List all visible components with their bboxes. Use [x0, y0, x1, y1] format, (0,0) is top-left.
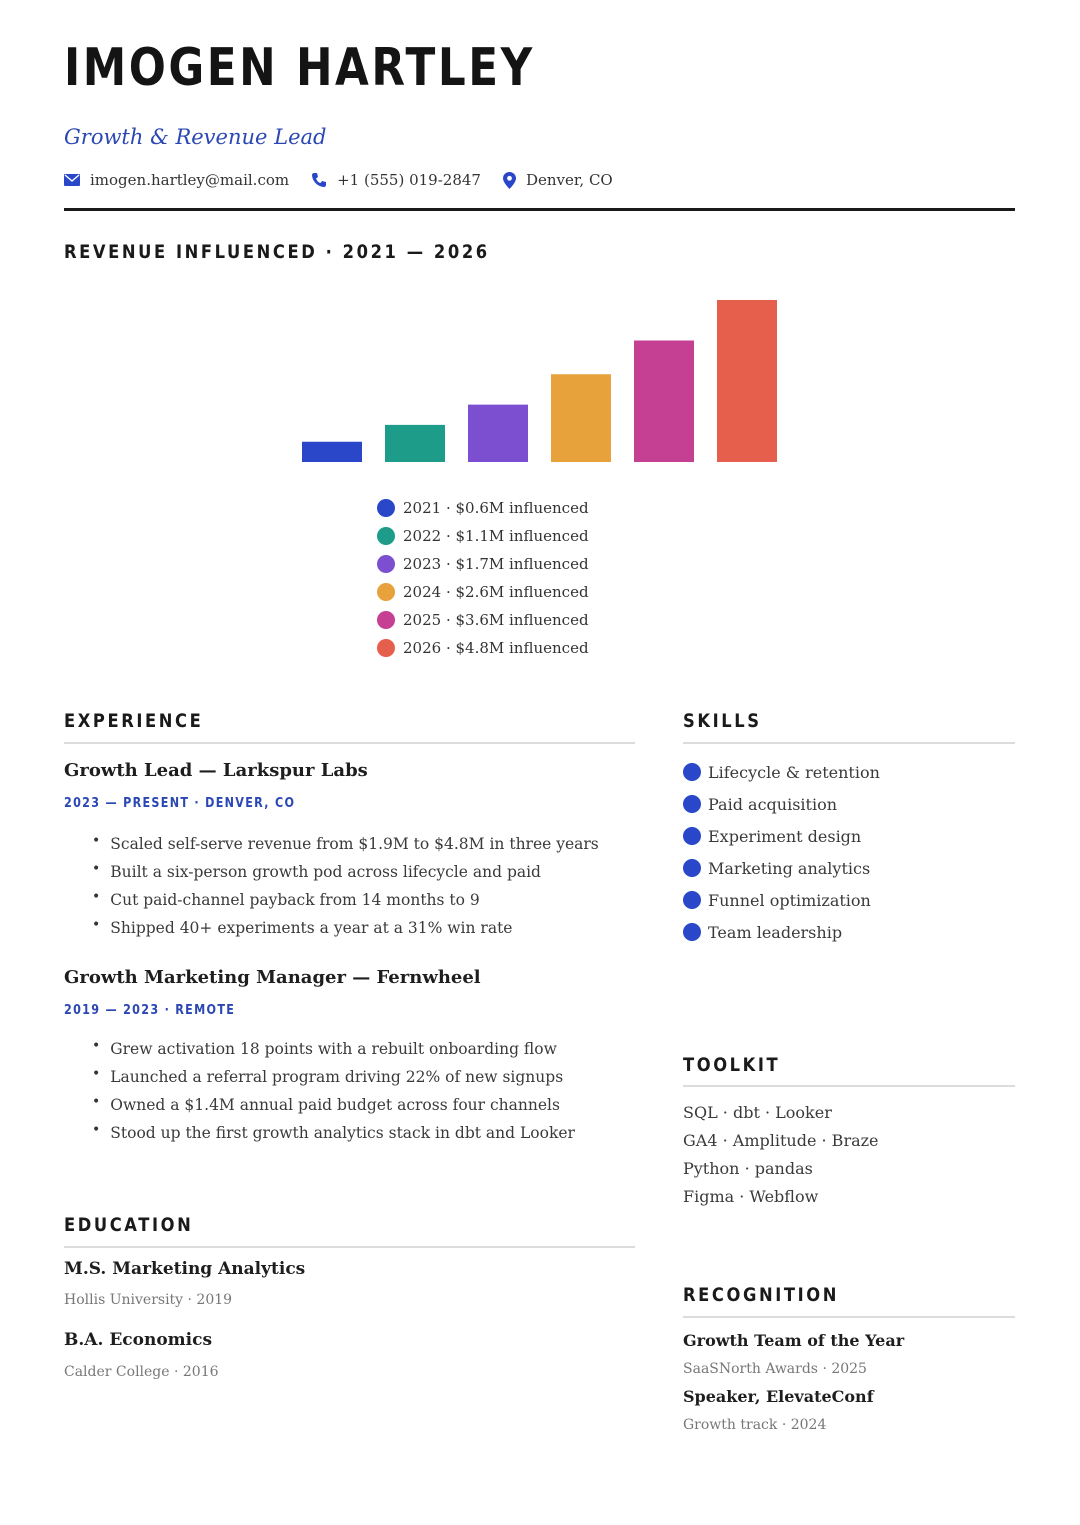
legend-label: 2023 · $1.7M influenced	[403, 555, 589, 573]
job-bullet: • Cut paid-channel payback from 14 months to 9	[92, 886, 599, 914]
toolkit-list	[683, 1098, 879, 1210]
job-bullet: • Launched a referral program driving 22% of new signups	[92, 1063, 575, 1091]
toolkit-divider	[683, 1085, 1015, 1087]
legend-item-2021	[377, 494, 589, 522]
job-title: Growth Marketing Manager — Fernwheel	[64, 967, 481, 988]
toolkit-item: Python · pandas	[683, 1158, 813, 1178]
legend-swatch-icon	[377, 499, 395, 517]
skill-item	[683, 820, 880, 852]
skill-label: Paid acquisition	[708, 794, 838, 814]
bar-2025	[634, 341, 694, 463]
bar-2023	[468, 405, 528, 462]
header-divider	[64, 208, 1015, 211]
chart-legend	[377, 494, 589, 662]
bullet-dot-icon	[683, 891, 701, 909]
skill-label: Lifecycle & retention	[708, 762, 880, 782]
education-school: Calder College · 2016	[64, 1364, 219, 1380]
phone-text: +1 (555) 019-2847	[337, 171, 481, 189]
chart-section-title: REVENUE INFLUENCED · 2021 — 2026	[64, 241, 490, 263]
skills-section-title: SKILLS	[683, 710, 762, 732]
award-source: Growth track · 2024	[683, 1417, 827, 1433]
recognition-section-title: RECOGNITION	[683, 1284, 839, 1306]
map-pin-icon	[503, 172, 516, 189]
candidate-role: Growth & Revenue Lead	[64, 125, 327, 149]
bullet-dot-icon	[683, 923, 701, 941]
legend-swatch-icon	[377, 527, 395, 545]
legend-label: 2025 · $3.6M influenced	[403, 611, 589, 629]
award-title: Growth Team of the Year	[683, 1331, 905, 1350]
education-school: Hollis University · 2019	[64, 1292, 233, 1308]
skill-label: Marketing analytics	[708, 858, 871, 878]
email-text: imogen.hartley@mail.com	[90, 171, 290, 189]
skill-item	[683, 852, 880, 884]
education-section-title: EDUCATION	[64, 1214, 194, 1236]
job-bullet: • Built a six-person growth pod across lifecycle and paid	[92, 858, 599, 886]
toolkit-item: GA4 · Amplitude · Braze	[683, 1130, 879, 1150]
job-bullets	[92, 830, 599, 942]
job-bullet: • Stood up the first growth analytics stack in dbt and Looker	[92, 1119, 575, 1147]
award-source: SaaSNorth Awards · 2025	[683, 1361, 867, 1377]
legend-label: 2022 · $1.1M influenced	[403, 527, 589, 545]
bullet-dot-icon	[683, 827, 701, 845]
job-bullet: • Grew activation 18 points with a rebuilt onboarding flow	[92, 1035, 575, 1063]
bullet-dot-icon	[683, 795, 701, 813]
job-meta: 2023 — PRESENT · DENVER, CO	[64, 796, 296, 811]
education-degree: M.S. Marketing Analytics	[64, 1259, 306, 1279]
revenue-bar-chart	[0, 280, 1080, 470]
skill-label: Experiment design	[708, 826, 862, 846]
bar-2022	[385, 425, 445, 462]
skills-list	[683, 756, 880, 948]
recognition-divider	[683, 1316, 1015, 1318]
bar-2021	[302, 442, 362, 462]
contact-bar	[64, 171, 635, 189]
legend-item-2023	[377, 550, 589, 578]
legend-swatch-icon	[377, 555, 395, 573]
job-bullets	[92, 1035, 575, 1147]
skill-item	[683, 756, 880, 788]
legend-item-2024	[377, 578, 589, 606]
contact-location	[503, 171, 613, 189]
bar-2026	[717, 300, 777, 462]
toolkit-item: Figma · Webflow	[683, 1186, 819, 1206]
skill-item	[683, 916, 880, 948]
skill-label: Team leadership	[708, 922, 843, 942]
skill-item	[683, 788, 880, 820]
legend-label: 2026 · $4.8M influenced	[403, 639, 589, 657]
education-degree: B.A. Economics	[64, 1330, 213, 1350]
experience-divider	[64, 742, 635, 744]
skills-divider	[683, 742, 1015, 744]
bar-2024	[551, 374, 611, 462]
legend-item-2026	[377, 634, 589, 662]
legend-swatch-icon	[377, 639, 395, 657]
envelope-icon	[64, 174, 80, 186]
legend-item-2022	[377, 522, 589, 550]
phone-icon	[311, 172, 327, 188]
bullet-dot-icon	[683, 859, 701, 877]
contact-email[interactable]	[64, 171, 289, 189]
legend-label: 2021 · $0.6M influenced	[403, 499, 589, 517]
skill-item	[683, 884, 880, 916]
job-bullet: • Scaled self-serve revenue from $1.9M to $4.8M in three years	[92, 830, 599, 858]
skill-label: Funnel optimization	[708, 890, 871, 910]
bullet-dot-icon	[683, 763, 701, 781]
job-bullet: • Shipped 40+ experiments a year at a 31% win rate	[92, 914, 599, 942]
legend-label: 2024 · $2.6M influenced	[403, 583, 589, 601]
experience-section-title: EXPERIENCE	[64, 710, 204, 732]
education-divider	[64, 1246, 635, 1248]
toolkit-section-title: TOOLKIT	[683, 1054, 781, 1076]
job-bullet: • Owned a $1.4M annual paid budget across four channels	[92, 1091, 575, 1119]
candidate-name: IMOGEN HARTLEY	[64, 38, 535, 98]
toolkit-item: SQL · dbt · Looker	[683, 1102, 832, 1122]
award-title: Speaker, ElevateConf	[683, 1387, 874, 1406]
legend-swatch-icon	[377, 611, 395, 629]
location-text: Denver, CO	[525, 171, 613, 189]
legend-swatch-icon	[377, 583, 395, 601]
contact-phone[interactable]	[311, 171, 481, 189]
job-meta: 2019 — 2023 · REMOTE	[64, 1003, 236, 1018]
job-title: Growth Lead — Larkspur Labs	[64, 760, 368, 781]
legend-item-2025	[377, 606, 589, 634]
